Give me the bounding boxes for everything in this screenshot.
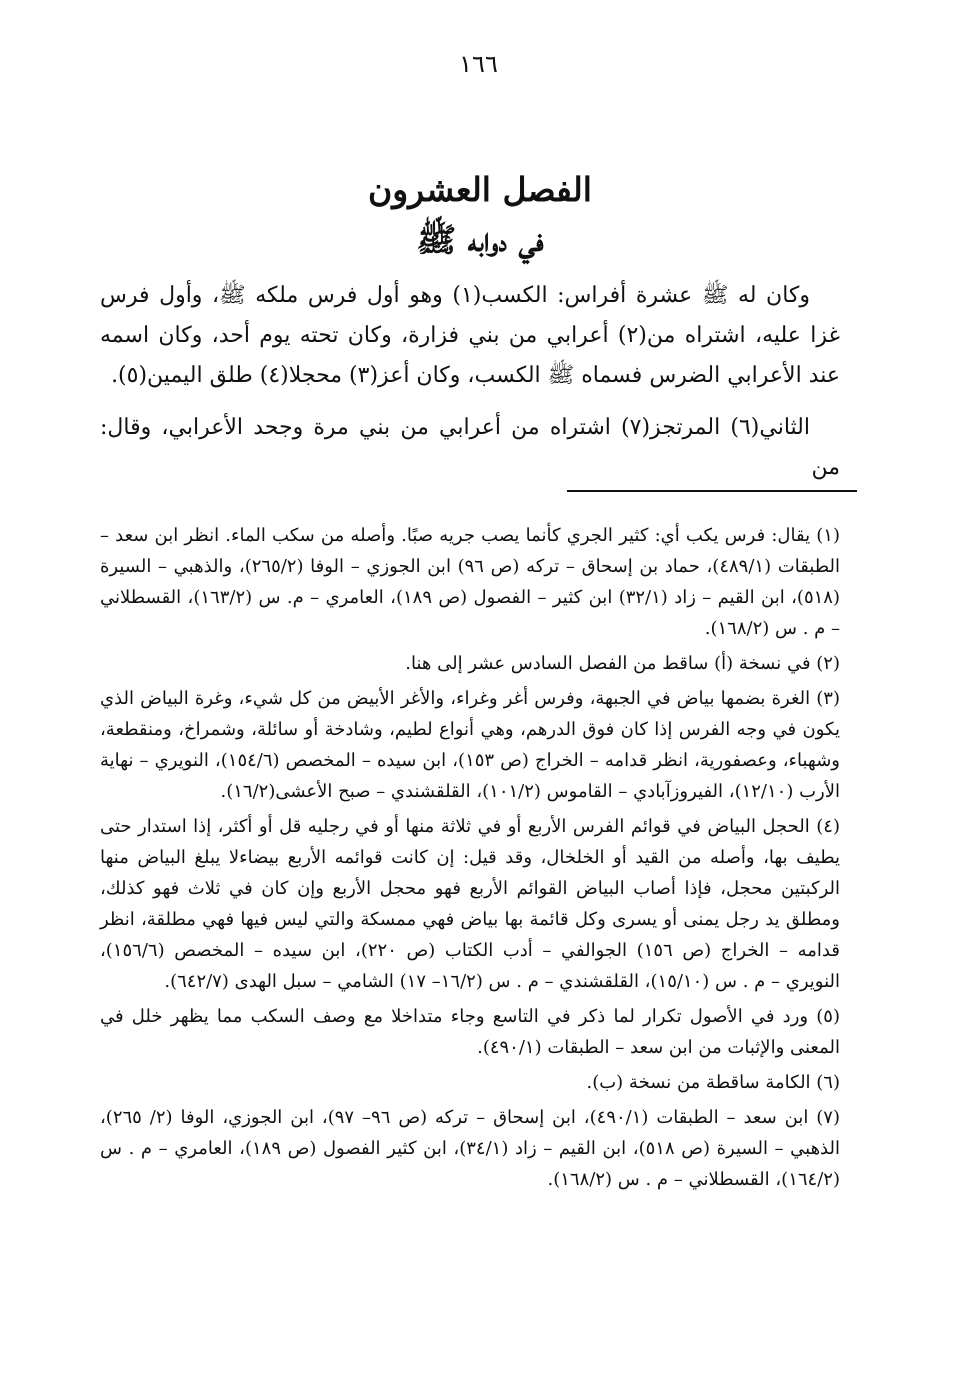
footnote: (٣) الغرة بضمها بياض في الجبهة، وفرس أغر وغراء، والأغر الأبيض من كل شيء، وغرة البياض الذي يكون في وجه الفرس إذا كان فوق الدرهم، وهي أنواع لطيم، وشادخة أو سائلة، وشمراخ، ومنقطعة، وشهباء، وعصفورية، انظر قدامه – الخراج (ص ١٥٣)، ابن سيده – المخصص (١٥٤/٦)، النويري – نهاية الأرب (١٢/١٠)، الفيروزآبادي – القاموس (١٠١/٢)، القلقشندي – صبح الأعشى(١٦/٢). xyxy=(100,688,841,802)
footnote: (٢) في نسخة (أ) ساقط من الفصل السادس عشر إلى هنا. xyxy=(405,653,840,674)
footnote: (٦) الكامة ساقطة من نسخة (ب). xyxy=(586,1072,840,1093)
footnote: (١) يقال: فرس يكب أي: كثير الجري كأنما يصب جريه صبًا. وأصله من سكب الماء. انظر ابن سعد – الطبقات (٤٨٩/١)، حماد بن إسحاق – تركه (ص ٩٦) ابن الجوزي – الوفا (٢٦٥/٢)، والذهبي – السيرة (٥١٨)، ابن القيم – زاد (٣٢/١) ابن كثير – الفصول (ص ١٨٩)، العامري – م. س (١٦٣/٢)، القسطلاني – م . س (١٦٨/٢). xyxy=(100,525,840,639)
chapter-title: الفصل العشرون xyxy=(368,170,592,209)
footnote-separator xyxy=(567,490,857,492)
footnote: (٤) الحجل البياض في قوائم الفرس الأربع أو في ثلاثة منها أو في رجليه قل أو أكثر، إذا استدار حتى يطيف بها، وأصله من القيد أو الخلخال، وقد قيل: إن كانت قوائمه الأربع بيضاءلا يبلغ البياض منها الركبتين محجل، فإذا أصاب البياض القوائم الأربع فهو محجل الأربع وإن كان في ثلاث فهو كذلك، ومطلق يد رجل يمنى أو يسرى وكل قائمة بها بياض فهي ممسكة والتي ليس فيها فهي مطلقة، انظر قدامه – الخراج (ص ١٥٦) الجوالفي – أدب الكتاب (ص ٢٢٠)، ابن سيده – المخصص (١٥٦/٦)، النويري – م . س (١٥/١٠)، القلقشندي – م . س (١٦/٢– ١٧) الشامي – سبل الهدى (٦٤٢/٧). xyxy=(100,816,840,992)
chapter-subtitle: في دوابه ﷺ xyxy=(416,220,544,259)
body-paragraph: وكان له ﷺ عشرة أفراس: الكسب(١) وهو أول فرس ملكه ﷺ، وأول فرس غزا عليه، اشتراه من(٢) أعرابي من بني فزارة، وكان تحته يوم أحد، وكان اسمه عند الأعرابي الضرس فسماه ﷺ الكسب، وكان أعز(٣) محجلا(٤) طلق اليمين(٥). xyxy=(100,283,840,388)
main-text xyxy=(100,276,840,488)
footnotes xyxy=(100,520,840,1199)
page-number: ١٦٦ xyxy=(459,50,498,78)
footnote: (٧) ابن سعد – الطبقات (٤٩٠/١)، ابن إسحاق – تركه (ص ٩٦– ٩٧)، ابن الجوزي، الوفا (٢/ ٢٦٥)، الذهبي – السيرة (ص ٥١٨)، ابن القيم – زاد (٣٤/١)، ابن كثير الفصول (ص ١٨٩)، العامري – م . س (١٦٤/٢)، القسطلاني – م . س (١٦٨/٢). xyxy=(100,1107,840,1190)
body-paragraph: الثاني(٦) المرتجز(٧) اشتراه من أعرابي من بني مرة وجحد الأعرابي، وقال: من xyxy=(100,415,840,480)
footnote: (٥) ورد في الأصول تكرار لما ذكر في التاسع وجاء متداخلا مع وصف السكب مما يظهر خلل في المعنى والإثبات من ابن سعد – الطبقات (٤٩٠/١). xyxy=(100,1006,840,1058)
